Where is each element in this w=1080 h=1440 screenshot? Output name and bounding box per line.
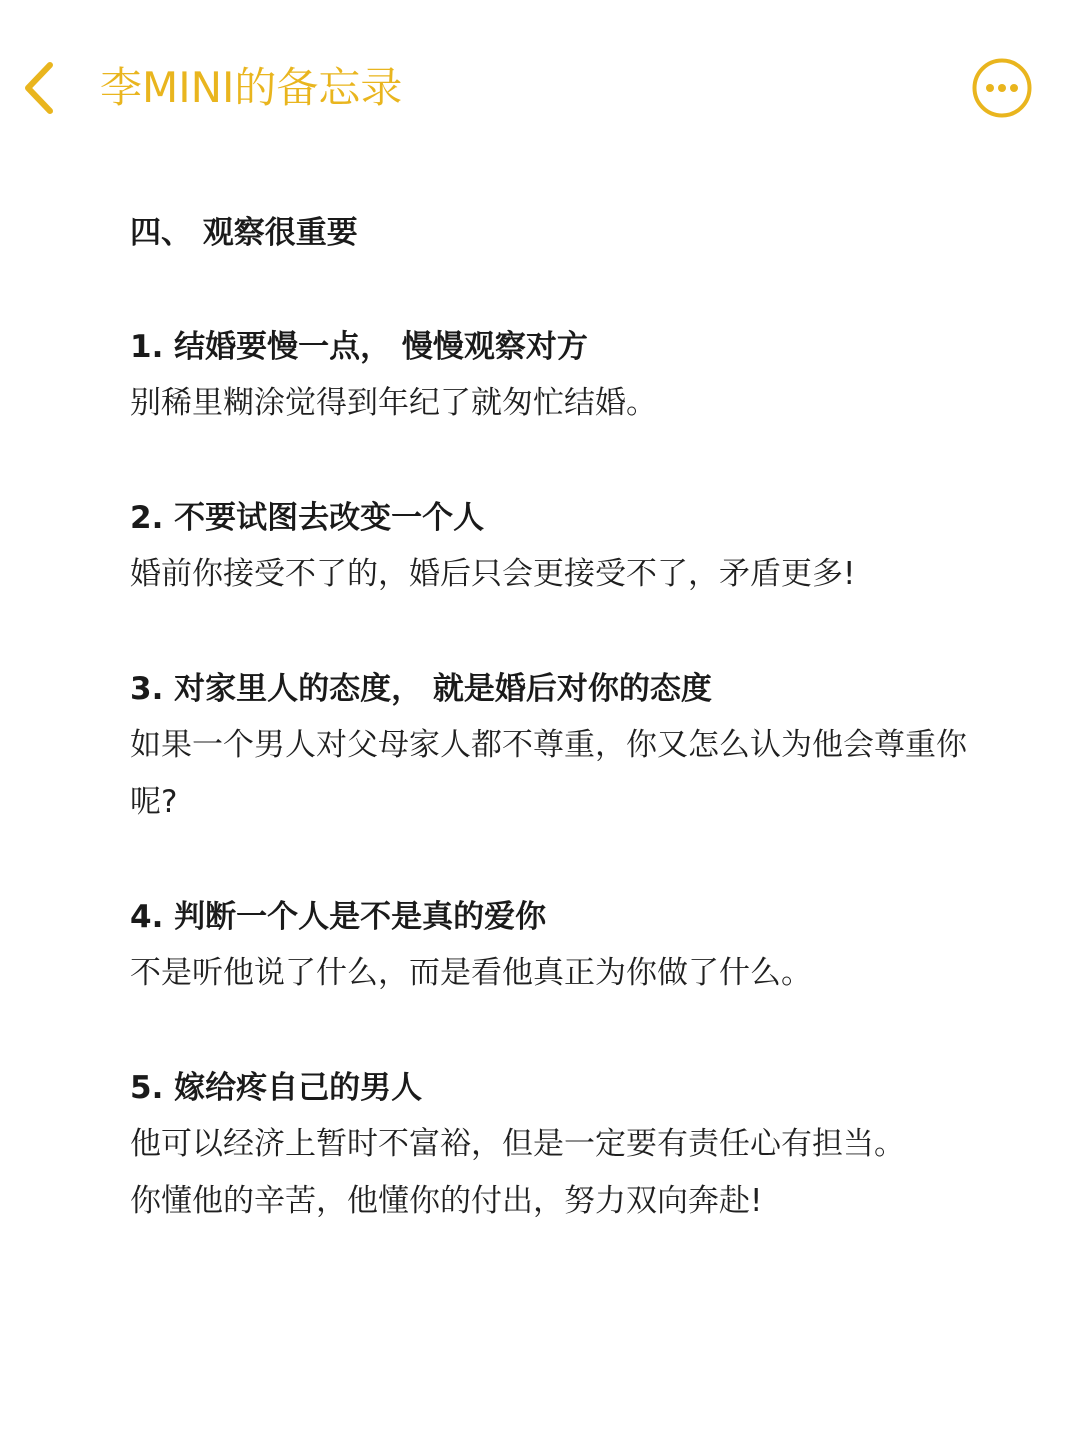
more-horizontal-icon [971, 57, 1033, 119]
item-body: 如果一个男人对父母家人都不尊重，你又怎么认为他会尊重你呢? [130, 727, 967, 820]
item-body-second-line: 你懂他的辛苦，他懂你的付出，努力双向奔赴! [130, 1183, 763, 1219]
list-item [130, 1060, 1010, 1230]
item-heading: 3. 对家里人的态度， 就是婚后对你的态度 [130, 671, 712, 707]
item-heading: 2. 不要试图去改变一个人 [130, 500, 485, 536]
page-title: 李MINI的备忘录 [100, 63, 403, 112]
list-item [130, 319, 1010, 432]
item-heading: 5. 嫁给疼自己的男人 [130, 1070, 423, 1106]
list-item [130, 490, 1010, 603]
chevron-left-icon [18, 56, 68, 120]
item-body: 不是听他说了什么，而是看他真正为你做了什么。 [130, 955, 812, 991]
back-button[interactable] [18, 56, 68, 120]
item-heading: 1. 结婚要慢一点， 慢慢观察对方 [130, 329, 588, 365]
item-heading: 4. 判断一个人是不是真的爱你 [130, 899, 547, 935]
item-body: 别稀里糊涂觉得到年纪了就匆忙结婚。 [130, 385, 657, 421]
note-content [130, 205, 1010, 1230]
list-item [130, 889, 1010, 1002]
item-body: 他可以经济上暂时不富裕，但是一定要有责任心有担当。 [130, 1126, 905, 1162]
section-title: 四、 观察很重要 [130, 215, 358, 251]
list-item [130, 661, 1010, 831]
item-body: 婚前你接受不了的，婚后只会更接受不了，矛盾更多! [130, 556, 856, 592]
more-button[interactable] [971, 57, 1033, 119]
nav-bar [0, 0, 1080, 175]
